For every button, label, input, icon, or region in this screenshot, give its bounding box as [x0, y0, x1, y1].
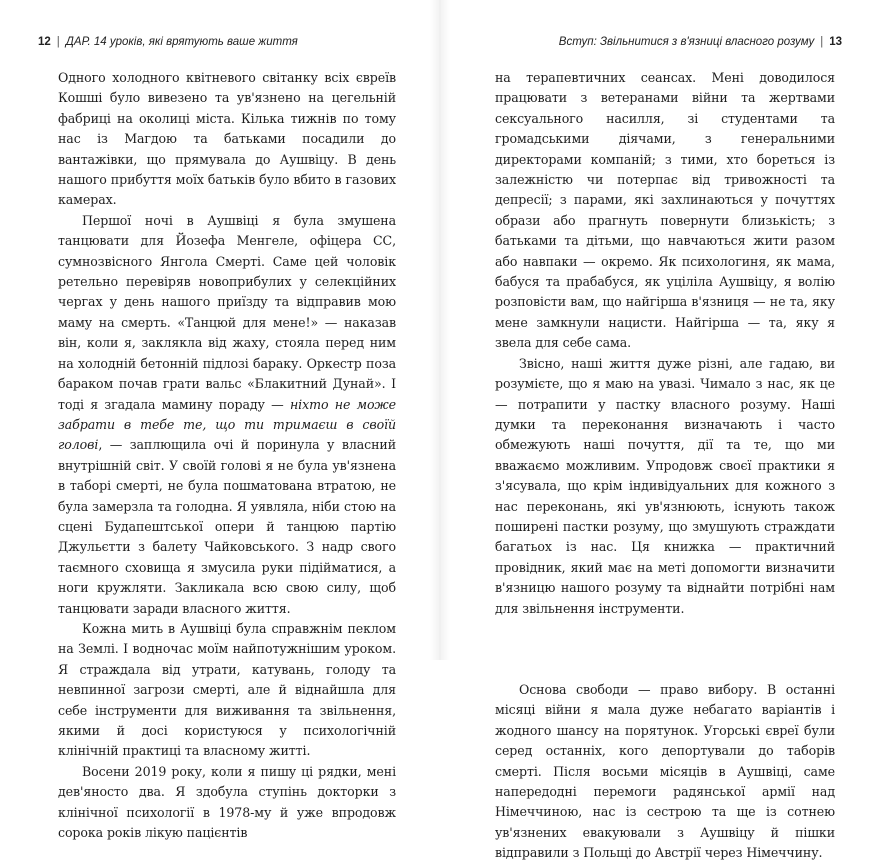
right-page	[440, 0, 880, 861]
left-body-text	[58, 68, 396, 843]
italic-quote: ніхто не може забрати в тебе те, що ти тримаєш в своїй голові	[58, 396, 396, 453]
paragraph: Кожна мить в Аушвіці була справжнім пеклом на Землі. І водночас моїм найпотужнішим уроком. Я страждала від утрати, катувань, голоду та невпинної загрози смерті, але й віднайшла для себе інструменти для виживання та звільнення, якими й досі користуюся у психологічній клінічній практиці та власному житті.	[58, 620, 396, 759]
paragraph: Одного холодного квітневого світанку всіх євреїв Кошші було вивезено та ув'язнено на цегельній фабриці на околиці міста. Кілька тижнів по тому нас із Магдою та батьками посадили до вантажівки, що прямувала до Аушвіцу. В день нашого прибуття моїх батьків було вбито в газових камерах.	[58, 70, 396, 208]
right-body-text	[495, 68, 835, 864]
paragraph: Звісно, наші життя дуже різні, але гадаю, ви розумієте, що я маю на увазі. Чимало з нас, як це — потрапити у пастку власного розуму. Наші думки та переконання визначають і часто обмежують наші почуття, дії та те, що ми вважаємо можливим. Упродовж своєї практики я з'ясувала, що крім індивідуальних для кожного з нас переконань, які ув'язнюють, існують також поширені пастки розуму, що змушують страждати багатьох із нас. Ця книжка — практичний провідник, який має на меті допомогти визначити в'язницю нашого розуму та віднайти потрібні нам для звільнення інструменти.	[495, 355, 835, 616]
left-page-number: 12	[38, 36, 51, 48]
paragraph: Основа свободи — право вибору. В останні місяці війни я мала дуже небагато варіантів і жодного шансу на порятунок. Угорські євреї були серед останніх, кого депортували до таборів смерті. Після восьми місяців в Аушвіці, саме напередодні перемоги радянської армії над Німеччиною, нас із сестрою та ще із сотнею ув'язнених евакуювали з Аушвіцу й пішки відправили з Польщі до Австрії через Німеччину.	[495, 681, 835, 861]
right-running-head	[559, 36, 842, 48]
right-running-title: Вступ: Звільнитися з в'язниці власного розуму	[558, 36, 815, 48]
left-running-head	[38, 36, 298, 48]
right-page-number: 13	[829, 36, 842, 48]
left-running-title: ДАР. 14 уроків, які врятують ваше життя	[65, 36, 298, 48]
paragraph-text: Першої ночі в Аушвіці я була змушена танцювати для Йозефа Менгеле, офіцера СС, сумнозвісного Янгола Смерті. Саме цей чоловік ретельно перевіряв новоприбулих у селекційних чергах у день нашого приїзду та відправив мою маму на смерть. «Танцюй для мене!» — наказав він, коли я, заклякла від жаху, стояла перед ним на холодній бетонній підлозі бараку. Оркестр поза бараком почав грати вальс «Блакитний Дунай». І тоді я згадала мамину пораду —	[58, 212, 396, 412]
left-page	[0, 0, 440, 841]
running-head-separator: |	[56, 36, 60, 48]
paragraph	[58, 211, 396, 619]
paragraph: Восени 2019 року, коли я пишу ці рядки, мені дев'яносто два. Я здобула ступінь докторки з клінічної психології в 1978-му й уже впродовж сорока років лікую пацієнтів	[58, 763, 396, 841]
running-head-separator: |	[820, 36, 824, 48]
paragraph: на терапевтичних сеансах. Мені доводилося працювати з ветеранами війни та жертвами сексуального насилля, зі студентами та громадськими діячами, з генеральними директорами компаній; з тими, хто бореться із залежністю чи потерпає від тривожності та депресії; з парами, які захлинаються у почуттях образи або прагнуть повернути близькість; з батьками та дітьми, що навчаються жити разом або навпаки — окремо. Як психологиня, як мама, бабуся та прабабуся, як уціліла Аушвіцу, я волію розповісти вам, що найгірша в'язниця — не та, яку мене замкнули нацисти. Найгірша — та, яку я звела для себе сама.	[495, 70, 835, 351]
paragraph-text: , — заплющила очі й поринула у власний внутрішній світ. У своїй голові я не була ув'язнена в таборі смерті, не була пошматована втратою, не була замерзла та голодна. Я уявляла, ніби стою на сцені Будапештської опери й танцюю партію Джульєтти з балету Чайковського. З надр свого таємного сховища я змусила руки підійматися, а ноги кружляти. Закликала всю свою силу, щоб танцювати заради власного життя.	[58, 437, 396, 616]
